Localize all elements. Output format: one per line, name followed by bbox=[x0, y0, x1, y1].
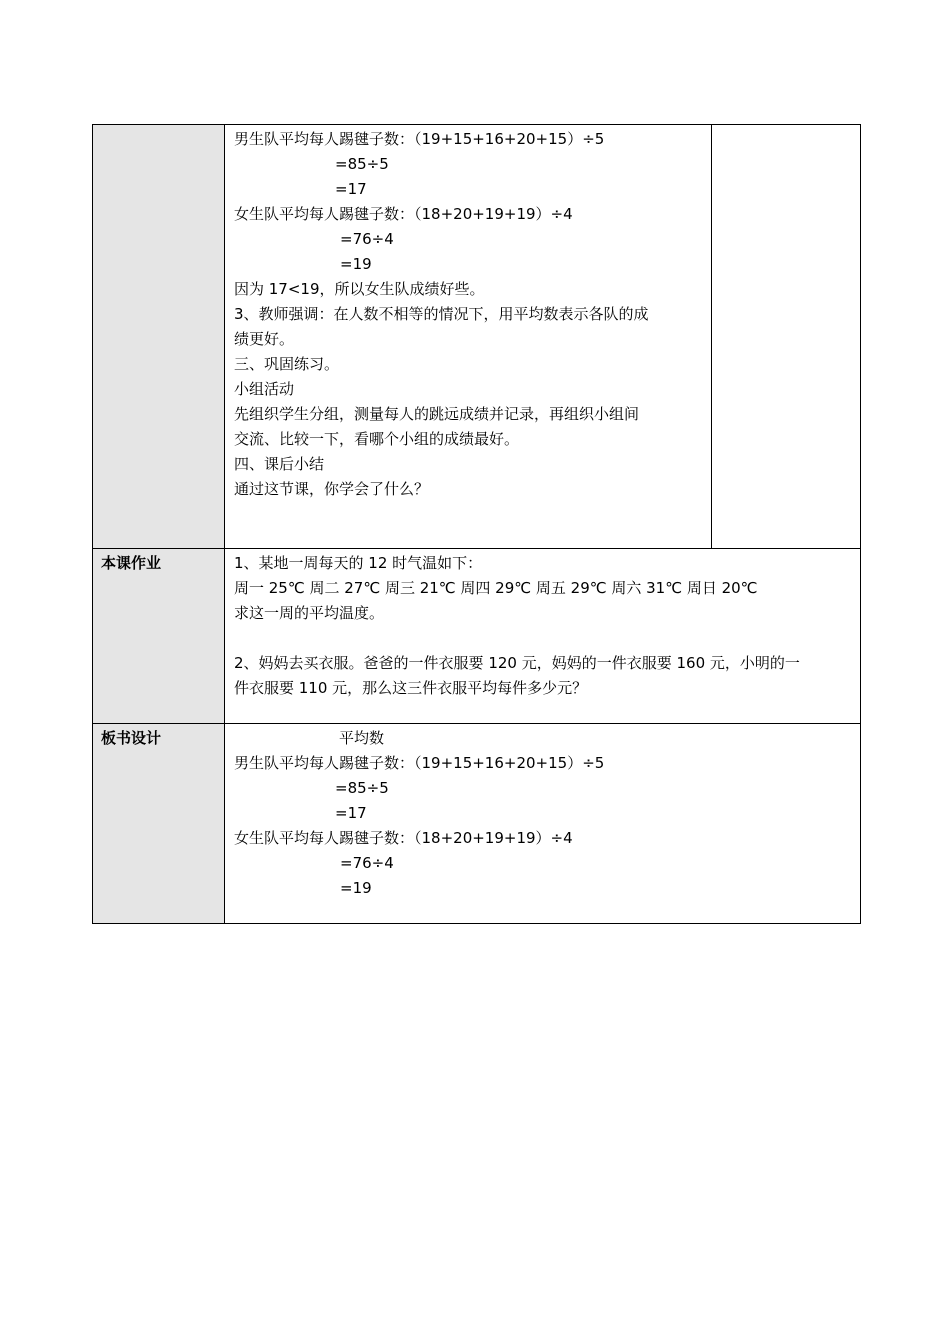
homework-row bbox=[93, 549, 861, 724]
summary-question: 通过这节课，你学会了什么？ bbox=[234, 480, 430, 498]
teacher-emphasis-line-2: 绩更好。 bbox=[234, 330, 295, 348]
homework-q2-line-2: 件衣服要 110 元，那么这三件衣服平均每件多少元？ bbox=[234, 679, 588, 697]
board-design-label: 板书设计 bbox=[101, 729, 162, 747]
process-notes-cell bbox=[712, 125, 861, 549]
process-row bbox=[93, 125, 861, 549]
board-design-title: 平均数 bbox=[339, 729, 385, 747]
board-boys-formula: 男生队平均每人踢毽子数：（19+15+16+20+15）÷5 bbox=[234, 754, 605, 772]
board-girls-step-1: =76÷4 bbox=[340, 854, 394, 872]
homework-label-cell bbox=[93, 549, 225, 724]
homework-q2-line-1: 2、妈妈去买衣服。爸爸的一件衣服要 120 元，妈妈的一件衣服要 160 元，小明的一 bbox=[234, 654, 800, 672]
homework-label: 本课作业 bbox=[101, 554, 162, 572]
comparison-conclusion: 因为 17<19，所以女生队成绩好些。 bbox=[234, 280, 485, 298]
summary-heading: 四、课后小结 bbox=[234, 455, 325, 473]
girls-average-formula: 女生队平均每人踢毽子数：（18+20+19+19）÷4 bbox=[234, 205, 573, 223]
girls-step-2: =19 bbox=[340, 255, 372, 273]
homework-q1-temperatures: 周一 25℃ 周二 27℃ 周三 21℃ 周四 29℃ 周五 29℃ 周六 31℃ 周日 20℃ bbox=[234, 579, 758, 597]
boys-step-2: =17 bbox=[335, 180, 367, 198]
boys-average-formula: 男生队平均每人踢毽子数：（19+15+16+20+15）÷5 bbox=[234, 130, 605, 148]
boys-step-1: =85÷5 bbox=[335, 155, 389, 173]
lesson-plan-table bbox=[92, 124, 861, 924]
girls-step-1: =76÷4 bbox=[340, 230, 394, 248]
homework-spacer bbox=[234, 626, 852, 651]
group-activity-heading: 小组活动 bbox=[234, 380, 295, 398]
board-boys-step-1: =85÷5 bbox=[335, 779, 389, 797]
practice-heading: 三、巩固练习。 bbox=[234, 355, 340, 373]
teacher-emphasis-line-1: 3、教师强调：在人数不相等的情况下，用平均数表示各队的成 bbox=[234, 305, 649, 323]
board-girls-step-2: =19 bbox=[340, 879, 372, 897]
homework-content-cell bbox=[225, 549, 861, 724]
board-girls-formula: 女生队平均每人踢毽子数：（18+20+19+19）÷4 bbox=[234, 829, 573, 847]
board-design-content-cell bbox=[225, 724, 861, 924]
board-boys-step-2: =17 bbox=[335, 804, 367, 822]
board-design-row bbox=[93, 724, 861, 924]
group-activity-line-2: 交流、比较一下，看哪个小组的成绩最好。 bbox=[234, 430, 520, 448]
process-content-cell bbox=[225, 125, 712, 549]
homework-q1-question: 求这一周的平均温度。 bbox=[234, 604, 385, 622]
homework-q1-intro: 1、某地一周每天的 12 时气温如下： bbox=[234, 554, 483, 572]
board-design-label-cell bbox=[93, 724, 225, 924]
process-label-cell bbox=[93, 125, 225, 549]
group-activity-line-1: 先组织学生分组，测量每人的跳远成绩并记录，再组织小组间 bbox=[234, 405, 640, 423]
